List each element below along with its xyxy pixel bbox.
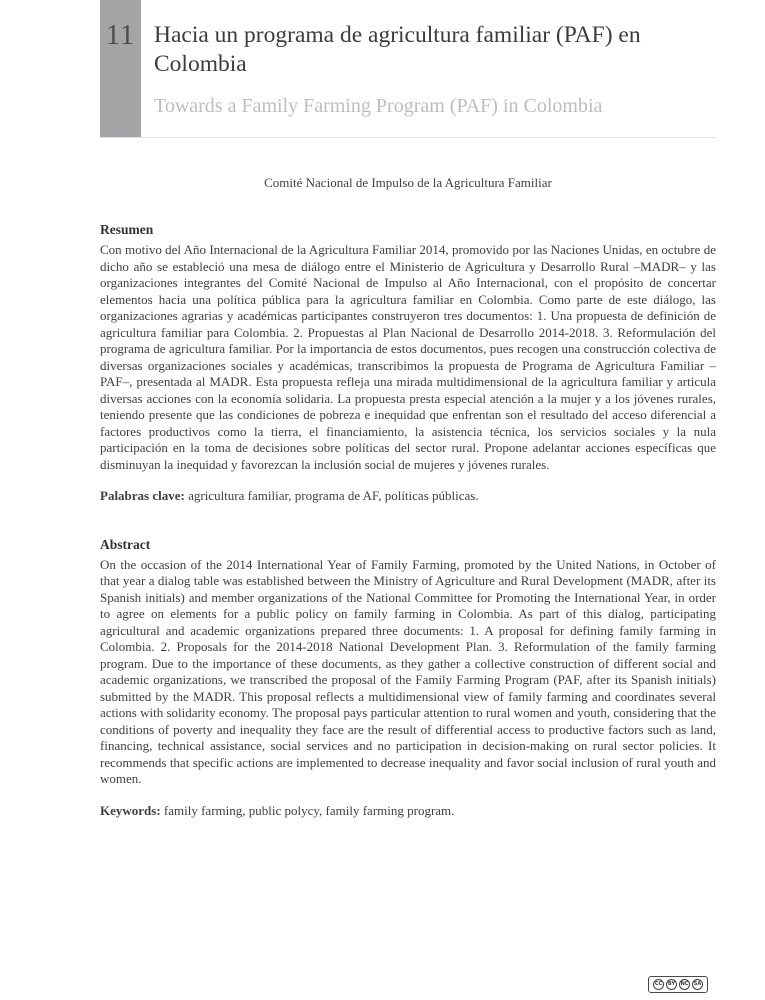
abstract-heading: Abstract — [100, 536, 151, 552]
keywords-label: Keywords: — [100, 802, 161, 818]
resumen-heading: Resumen — [100, 222, 154, 237]
author-line: Comité Nacional de Impulso de la Agricultura Familiar — [264, 175, 552, 190]
palabras-clave-text: agricultura familiar, programa de AF, políticas públicas. — [184, 488, 479, 503]
palabras-clave-label: Palabras clave: — [100, 488, 185, 503]
resumen-body: Con motivo del Año Internacional de la Agricultura Familiar 2014, promovido por las Naciones Unidas, en octubre de dicho año se estableció una mesa de diálogo entre el Ministerio de Agricultura y Desarrollo Rural –MADR– y las organizaciones integrantes del Comité Nacional de Impulso al Año Internacional, con el propósito de concertar elementos hacia una política pública para la agricultura familiar en Colombia. Como parte de este diálogo, las organizaciones agrarias y académicas participantes construyeron tres documentos: 1. Una propuesta de definición de agricultura familiar para Colombia. 2. Propuestas al Plan Nacional de Desarrollo 2014-2018. 3. Reformulación del programa de agricultura familiar. Por la importancia de estos documentos, pues recogen una construcción colectiva de diversas organizaciones sociales y académicas, transcribimos la propuesta de Programa de Agricultura Familiar –PAF–, presentada al MADR. Esta propuesta refleja una mirada multidimensional de la agricultura familiar y articula diversas acciones con la economía solidaria. La propuesta presta especial atención a la mujer y a los jóvenes rurales, teniendo presente que las condiciones de pobreza e inequidad que enfrentan son el resultado del acceso diferencial a factores productivos como la tierra, el financiamiento, la asistencia técnica, los servicios sociales y la nula participación en la toma de decisiones sobre políticas del sector rural. Propone adelantar acciones específicas que disminuyan la inequidad y favorezcan la inclusión social de mujeres y jóvenes rurales. — [100, 242, 716, 472]
chapter-number: 11 — [106, 20, 135, 51]
chapter-number-bar — [100, 0, 141, 137]
keywords-line — [100, 803, 716, 820]
page-title: Hacia un programa de agricultura familiar (PAF) en Colombia — [154, 22, 641, 77]
abstract-body: On the occasion of the 2014 International Year of Family Farming, promoted by the United Nations, in October of that year a dialog table was established between the Ministry of Agriculture and Rural Development (MADR, after its Spanish initials) and member organizations of the National Committee for Promoting the International Year, in order to agree on elements for a public policy on family farming in Colombia. As part of this dialog, participating agricultural and academic organizations prepared three documents: 1. A proposal for defining family farming in Colombia. 2. Proposals for the 2014-2018 National Development Plan. 3. Reformulation of the family farming program. Due to the importance of these documents, as they gather a collective construction of different social and academic organizations, we transcribed the proposal of the Family Farming Program (PAF, after its Spanish initials) submitted by the MADR. This proposal reflects a multidimensional view of family farming and coordinates several actions with solidarity economy. The proposal pays particular attention to rural women and youth, considering that the conditions of poverty and inequality they face are the result of differential access to productive factors such as land, financing, technical assistance, social services and no participation in decision-making on rural sector policies. It recommends that specific actions are implemented to decrease inequality and favor social inclusion of rural youth and women. — [100, 556, 716, 786]
creative-commons-badge — [648, 976, 708, 993]
cc-nc-icon: NC — [679, 979, 690, 990]
page-subtitle: Towards a Family Farming Program (PAF) in Colombia — [154, 95, 603, 118]
palabras-clave-line — [100, 488, 716, 505]
cc-by-icon: BY — [666, 979, 677, 990]
title-block — [141, 0, 706, 137]
keywords-text: family farming, public polycy, family farming program. — [160, 802, 455, 818]
chapter-header — [100, 0, 716, 138]
cc-sa-icon: SA — [692, 979, 703, 990]
cc-icon: CC — [653, 979, 664, 990]
